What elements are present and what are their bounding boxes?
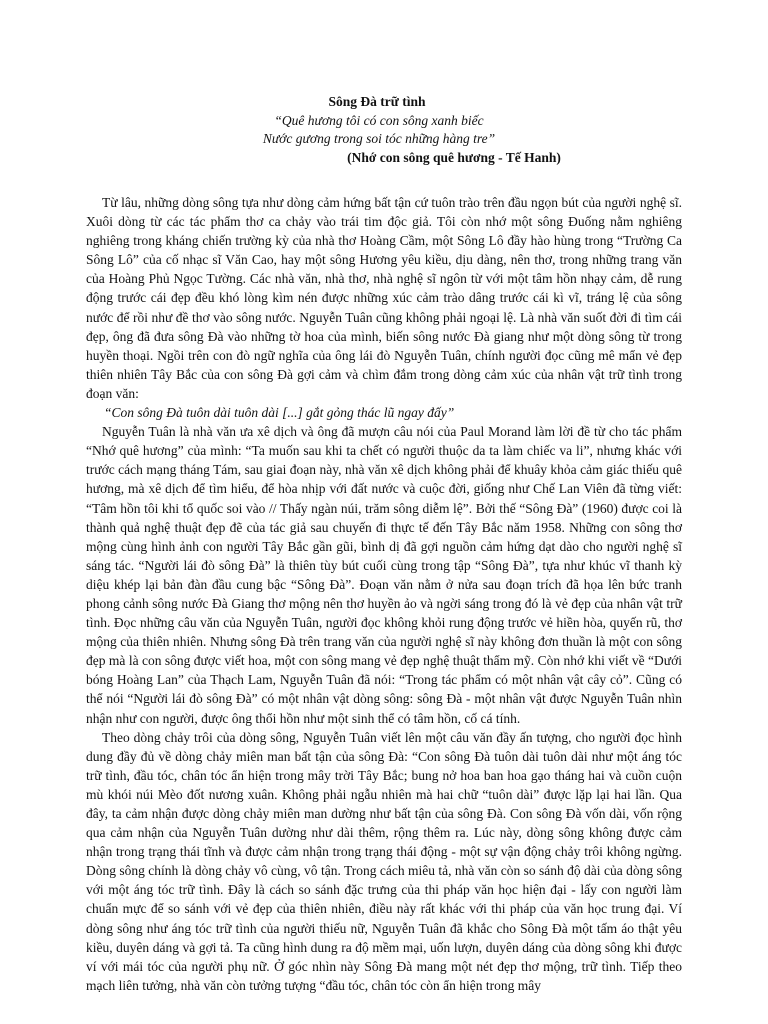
paragraph: Nguyễn Tuân là nhà văn ưa xê dịch và ông đã mượn câu nói của Paul Morand làm lời đề từ cho tác phẩm “Nhớ quê hương” của mình: “Ta muốn sau khi ta chết có người thuộc da ta làm chiếc va li”, nhưng khác với trước cách mạng tháng Tám, sau giai đoạn này, nhà văn xê dịch không phải để khuây khỏa cảm giác thiếu quê hương, mà xê dịch để tìm hiểu, để hòa nhịp với đất nước và cuộc đời, giống như Chế Lan Viên đã từng viết: “Tâm hồn tôi khi tổ quốc soi vào // Thấy ngàn núi, trăm sông diễm lệ”. Bởi thế “Sông Đà” (1960) được coi là thành quả nghệ thuật đẹp đẽ của tác giả sau chuyến đi thực tế đến Tây Bắc năm 1958. Những con sông thơ mộng cùng hình ảnh con người Tây Bắc gần gũi, bình dị đã gợi nguồn cảm hứng dạt dào cho người nghệ sĩ sáng tác. “Người lái đò sông Đà” là thiên tùy bút cuối cùng trong tập “Sông Đà”, tựa như khúc vĩ thanh kỳ diệu khép lại bản đàn đầu cung bậc “Sông Đà”. Đoạn văn nằm ở nửa sau đoạn trích đã họa lên bức tranh phong cảnh sông nước Đà Giang thơ mộng nên thơ huyền ảo và ngời sáng trong đó là vẻ đẹp của nhân vật trữ tình. Đọc những câu văn của Nguyễn Tuân, người đọc không khỏi rung động trước vẻ hiền hòa, quyến rũ, thơ mộng của thiên nhiên. Nhưng sông Đà trên trang văn của người nghệ sĩ này không đơn thuần là một con sông đẹp mà là con sông được viết hoa, một con sông mang vẻ đẹp nghệ thuật thẩm mỹ. Còn nhớ khi viết về “Dưới bóng Hoàng Lan” của Thạch Lam, Nguyễn Tuân đã nói: “Trong tác phẩm có một nhân vật cây cỏ”. Cũng có thể nói “Người lái đò sông Đà” có một nhân vật dòng sông: sông Đà - một nhân vật được Nguyễn Tuân nhìn nhận như con người, được ông thổi hồn như một sinh thể có tâm hồn, cố cá tính.: [86, 424, 682, 726]
document-body: [86, 193, 682, 995]
quoted-excerpt: “Con sông Đà tuôn dài tuôn dài [...] gắt gỏng thác lũ ngay đấy”: [104, 405, 455, 421]
epigraph-line: Nước gương trong soi tóc những hàng tre”: [262, 131, 496, 146]
document-title: Sông Đà trữ tình: [328, 94, 426, 109]
paragraph: Từ lâu, những dòng sông tựa như dòng cảm hứng bất tận cứ tuôn trào trên đầu ngọn bút của người nghệ sĩ. Xuôi dòng từ các tác phẩm thơ ca chảy vào trái tim độc giả. Tôi còn nhớ một sông Đuống nằm nghiêng nghiêng trong kháng chiến trường kỳ của nhà thơ Hoàng Cầm, một Sông Lô đầy hào hùng trong “Trường Ca Sông Lô” của cố nhạc sĩ Văn Cao, hay một sông Hương yêu kiều, dịu dàng, nên thơ, trong những trang văn của Hoàng Phủ Ngọc Tường. Các nhà văn, nhà thơ, nhà nghệ sĩ ngôn từ với một tâm hồn nhạy cảm, dễ rung động trước cái đẹp đều khó lòng kìm nén được những xúc cảm trào dâng trước cái kì vĩ, tráng lệ của sông nước để rồi như đề thơ vào sông nước. Nguyễn Tuân cũng không phải ngoại lệ. Là nhà văn suốt đời đi tìm cái đẹp, ông đã đưa sông Đà vào những tờ hoa của mình, biến sông nước Đà giang như một dòng sông từ trong huyền thoại. Ngồi trên con đò ngữ nghĩa của ông lái đò Nguyễn Tuân, chính người đọc cũng mê mẩn vẻ đẹp thiên nhiên Tây Bắc của con sông Đà gợi cảm và chìm đắm trong dòng cảm xúc của nhân vật trữ tình trong đoạn văn:: [86, 195, 682, 401]
epigraph-line: “Quê hương tôi có con sông xanh biếc: [274, 113, 484, 128]
paragraph: Theo dòng chảy trôi của dòng sông, Nguyễn Tuân viết lên một câu văn đầy ấn tượng, cho người đọc hình dung đầy đủ về dòng chảy miên man bất tận của sông Đà: “Con sông Đà tuôn dài tuôn dài như một áng tóc trữ tình, đầu tóc, chân tóc ẩn hiện trong mây trời Tây Bắc; bung nở hoa ban hoa gạo tháng hai và cuồn cuộn mù khói núi Mèo đốt nương xuân. Không phải ngẫu nhiên mà hai chữ “tuôn dài” được lặp lại hai lần. Qua đây, ta cảm nhận được dòng chảy miên man dường như bất tận của sông Đà. Con sông Đà vốn dài, vốn rộng qua cảm nhận của Nguyễn Tuân dường như dài thêm, rộng thêm ra. Lúc này, dòng sông không được cảm nhận trong trạng thái tĩnh và được cảm nhận trong trạng thái động - một sự vận động chảy trôi không ngừng. Dòng sông chính là dòng chảy vô cùng, vô tận. Trong cách miêu tả, nhà văn còn so sánh độ dài của dòng sông với một áng tóc trữ tình. Đây là cách so sánh đặc trưng của thi pháp văn học hiện đại - lấy con người làm chuẩn mực để so sánh với vẻ đẹp của thiên nhiên, điều này rất khác với thi pháp của văn học trung đại. Ví dòng sông như áng tóc trữ tình của người thiếu nữ, Nguyễn Tuân đã khắc cho Sông Đà một tấm áo thật yêu kiều, duyên dáng và gợi tả. Ta cũng hình dung ra độ mềm mại, uốn lượn, duyên dáng của dòng sông khi được ví với mái tóc của người phụ nữ. Ở góc nhìn này Sông Đà mang một nét đẹp thơ mộng, trữ tình. Tiếp theo mạch liên tưởng, nhà văn còn tưởng tượng “đầu tóc, chân tóc còn ẩn hiện trong mây: [86, 729, 682, 993]
epigraph: [86, 112, 682, 148]
epigraph-source: (Nhớ con sông quê hương - Tế Hanh): [347, 150, 561, 165]
